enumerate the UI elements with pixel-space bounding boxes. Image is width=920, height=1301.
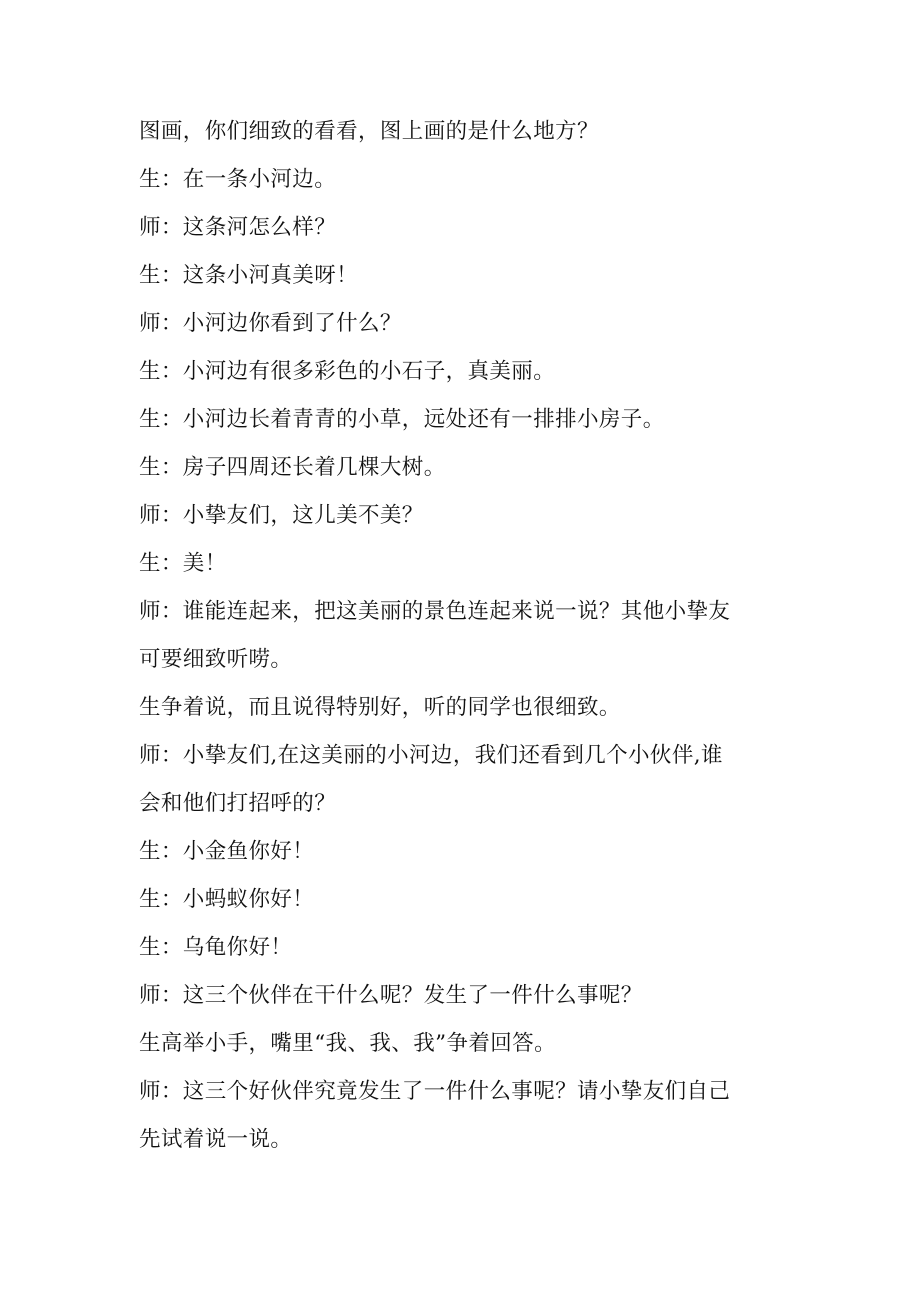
text-line: 师：这三个好伙伴究竟发生了一件什么事呢？请小挚友们自己	[139, 1079, 731, 1104]
text-line: 生：小河边有很多彩色的小石子，真美丽。	[139, 359, 556, 384]
text-line: 可要细致听唠。	[139, 647, 293, 672]
text-line: 图画，你们细致的看看，图上画的是什么地方？	[139, 119, 599, 144]
text-line: 师：小挚友们,在这美丽的小河边，我们还看到几个小伙伴,谁	[139, 743, 723, 768]
text-line: 先试着说一说。	[139, 1127, 293, 1152]
text-line: 生：房子四周还长着几棵大树。	[139, 455, 446, 480]
text-line: 生：小蚂蚁你好！	[139, 887, 315, 912]
text-line: 生：在一条小河边。	[139, 167, 337, 192]
text-line: 师：小挚友们，这儿美不美？	[139, 503, 424, 528]
text-line: 师：这条河怎么样？	[139, 215, 337, 240]
text-line: 生：这条小河真美呀！	[139, 263, 359, 288]
text-line: 师：这三个伙伴在干什么呢？发生了一件什么事呢？	[139, 983, 643, 1008]
text-line: 生：美！	[139, 551, 227, 576]
text-line: 生争着说，而且说得特别好，听的同学也很细致。	[139, 695, 621, 720]
text-line: 生：小金鱼你好！	[139, 839, 315, 864]
document-body	[139, 108, 779, 1164]
text-line: 生：乌龟你好！	[139, 935, 293, 960]
text-line: 师：谁能连起来，把这美丽的景色连起来说一说？其他小挚友	[139, 599, 731, 624]
text-line: 会和他们打招呼的？	[139, 791, 337, 816]
text-line: 生高举小手，嘴里“我、我、我”争着回答。	[139, 1031, 556, 1056]
text-line: 师：小河边你看到了什么？	[139, 311, 402, 336]
text-line: 生：小河边长着青青的小草，远处还有一排排小房子。	[139, 407, 665, 432]
